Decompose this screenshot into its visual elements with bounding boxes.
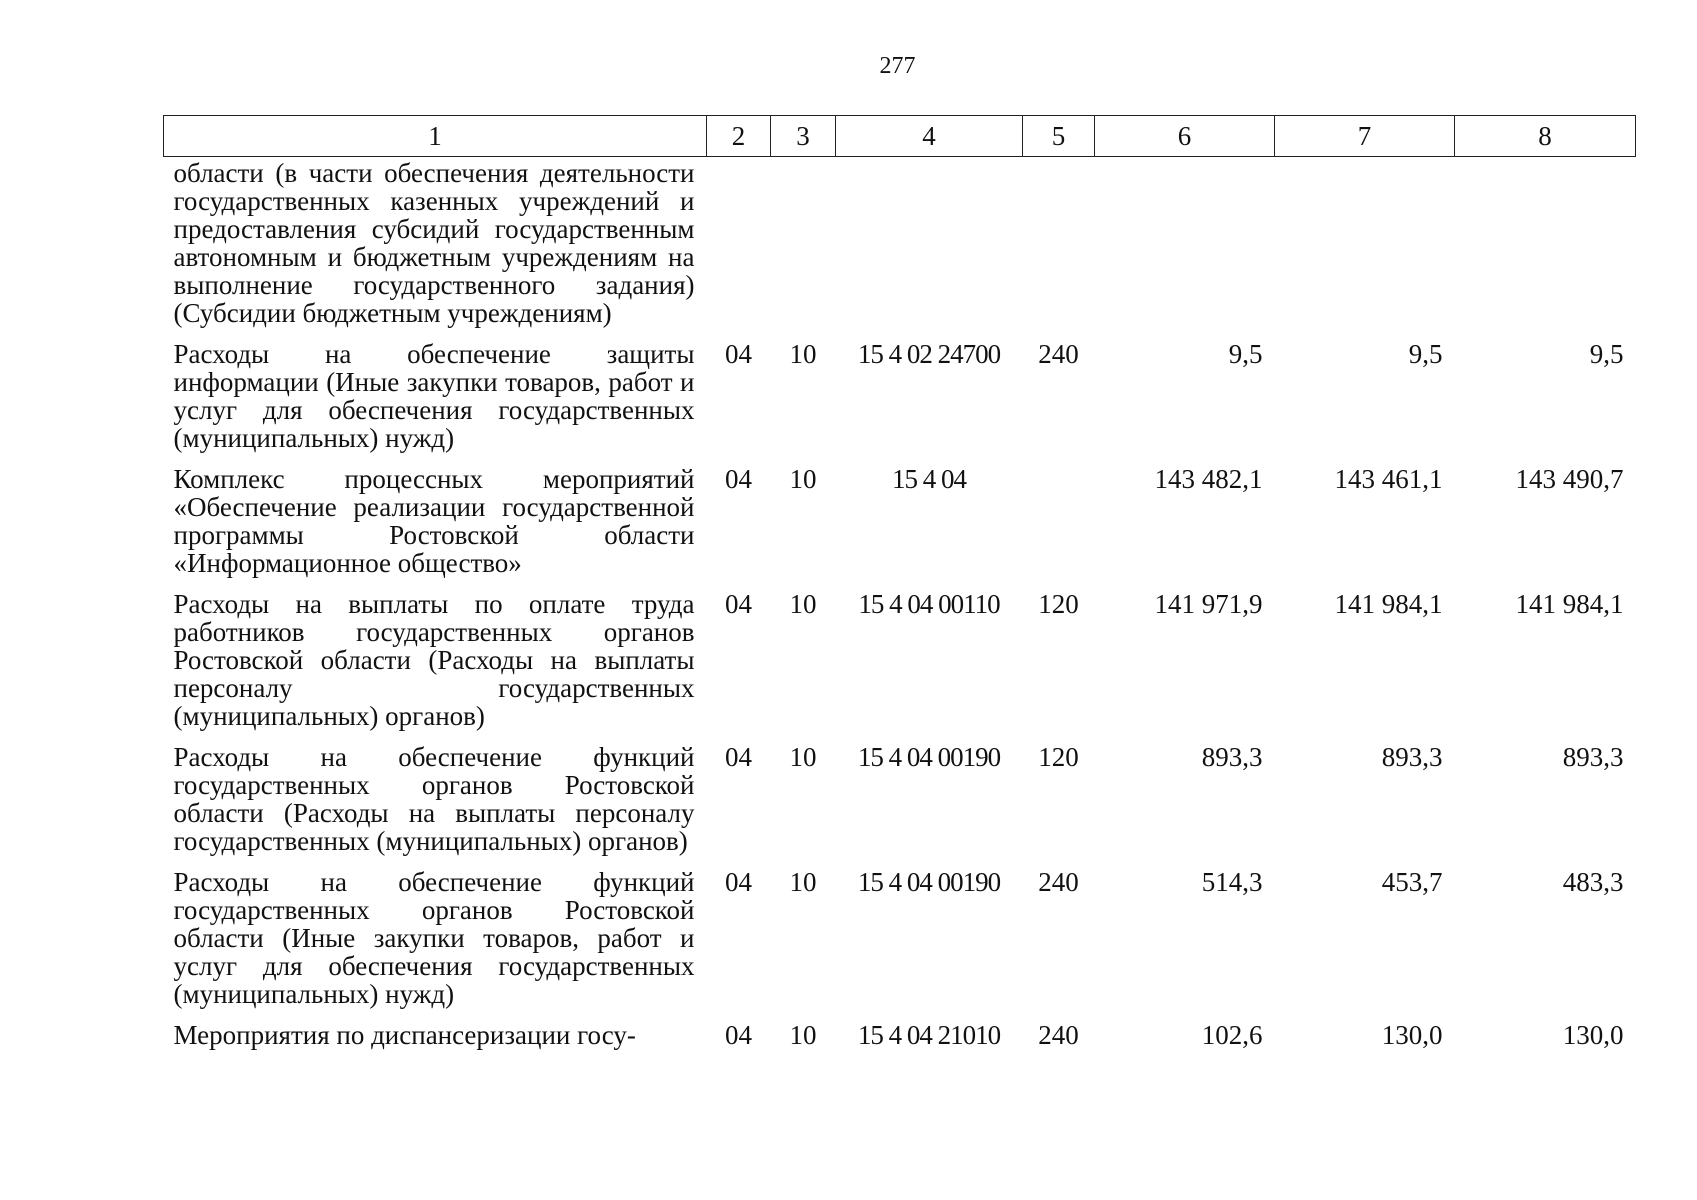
- row-description: Расходы на обеспечение функций государственных органов Ростовской области (Иные закупки товаров, работ и услуг для обеспечения государственных (муниципальных) нужд): [173, 867, 695, 1009]
- row-subsection: 10: [789, 1020, 817, 1050]
- header-row: [164, 116, 1636, 157]
- row-value-3: 130,0: [1562, 1020, 1624, 1050]
- row-value-1: 893,3: [1201, 742, 1263, 772]
- table-row: [164, 157, 1636, 328]
- row-value-2: 130,0: [1381, 1020, 1443, 1050]
- header-col-3: 3: [771, 116, 836, 157]
- header-col-4: 4: [836, 116, 1023, 157]
- row-expense-type: 240: [1038, 867, 1079, 897]
- row-value-1: 143 482,1: [1154, 464, 1263, 494]
- table-row: [164, 855, 1636, 1008]
- row-expense-type: 120: [1038, 589, 1079, 619]
- row-section: 04: [725, 1020, 752, 1050]
- row-section: 04: [725, 464, 752, 494]
- row-value-1: 102,6: [1201, 1020, 1263, 1050]
- row-subsection: [771, 157, 836, 328]
- table-row: [164, 1008, 1636, 1049]
- row-section: 04: [725, 339, 752, 369]
- header-col-1: 1: [164, 116, 707, 157]
- header-col-5: 5: [1023, 116, 1095, 157]
- row-target-code: 15 4 04: [892, 464, 966, 494]
- header-col-8: 8: [1455, 116, 1636, 157]
- row-description: Расходы на обеспечение функций государственных органов Ростовской области (Расходы на выплаты персоналу государственных (муниципальных) органов): [173, 742, 695, 856]
- row-expense-type: 120: [1038, 742, 1079, 772]
- table-body: [164, 157, 1636, 1050]
- row-expense-type: [1023, 452, 1095, 577]
- row-value-3: 141 984,1: [1515, 589, 1624, 619]
- row-value-2: 9,5: [1408, 339, 1443, 369]
- row-value-2: [1275, 157, 1455, 328]
- row-description: Расходы на обеспечение защиты информации (Иные закупки товаров, работ и услуг для обеспечения государственных (муниципальных) нужд): [173, 339, 695, 453]
- row-value-3: 483,3: [1562, 867, 1624, 897]
- row-value-2: 141 984,1: [1334, 589, 1443, 619]
- row-value-1: 9,5: [1228, 339, 1263, 369]
- row-value-2: 893,3: [1381, 742, 1443, 772]
- header-col-6: 6: [1095, 116, 1275, 157]
- row-expense-type: 240: [1038, 1020, 1079, 1050]
- row-subsection: 10: [789, 339, 817, 369]
- row-value-3: [1455, 157, 1636, 328]
- row-value-1: 141 971,9: [1154, 589, 1263, 619]
- row-section: 04: [725, 742, 752, 772]
- row-value-3: 893,3: [1562, 742, 1624, 772]
- row-description: Мероприятия по диспансеризации госу-: [173, 1020, 636, 1050]
- table-row: [164, 452, 1636, 577]
- row-description: Комплекс процессных мероприятий «Обеспечение реализации государственной программы Ростовской области «Информационное общество»: [173, 464, 695, 578]
- row-value-3: 143 490,7: [1515, 464, 1624, 494]
- row-target-code: 15 4 04 00190: [857, 742, 1001, 772]
- row-description: области (в части обеспечения деятельности государственных казенных учреждений и предоставления субсидий государственным автономным и бюджетным учреждениям на выполнение государственного задания) (Субсидии бюджетным учреждениям): [173, 158, 695, 328]
- table-header: [164, 116, 1636, 157]
- row-target-code: 15 4 04 00190: [857, 867, 1001, 897]
- table-row: [164, 577, 1636, 730]
- row-expense-type: 240: [1038, 339, 1079, 369]
- row-section: [707, 157, 771, 328]
- row-target-code: [836, 157, 1023, 328]
- row-value-1: 514,3: [1201, 867, 1263, 897]
- row-value-2: 453,7: [1381, 867, 1443, 897]
- row-subsection: 10: [789, 742, 817, 772]
- row-section: 04: [725, 589, 752, 619]
- page-number: 277: [879, 53, 916, 79]
- header-col-2: 2: [707, 116, 771, 157]
- row-subsection: 10: [789, 867, 817, 897]
- table-row: [164, 327, 1636, 452]
- row-value-2: 143 461,1: [1334, 464, 1443, 494]
- table-row: [164, 730, 1636, 855]
- row-section: 04: [725, 867, 752, 897]
- row-description: Расходы на выплаты по оплате труда работников государственных органов Ростовской области (Расходы на выплаты персоналу государственных (муниципальных) органов): [173, 589, 695, 731]
- row-expense-type: [1023, 157, 1095, 328]
- row-subsection: 10: [789, 464, 817, 494]
- row-target-code: 15 4 02 24700: [857, 339, 1001, 369]
- row-target-code: 15 4 04 21010: [857, 1020, 1001, 1050]
- budget-table: [163, 115, 1636, 1049]
- header-col-7: 7: [1275, 116, 1455, 157]
- row-subsection: 10: [789, 589, 817, 619]
- row-value-3: 9,5: [1589, 339, 1624, 369]
- row-value-1: [1095, 157, 1275, 328]
- row-target-code: 15 4 04 00110: [858, 589, 1000, 619]
